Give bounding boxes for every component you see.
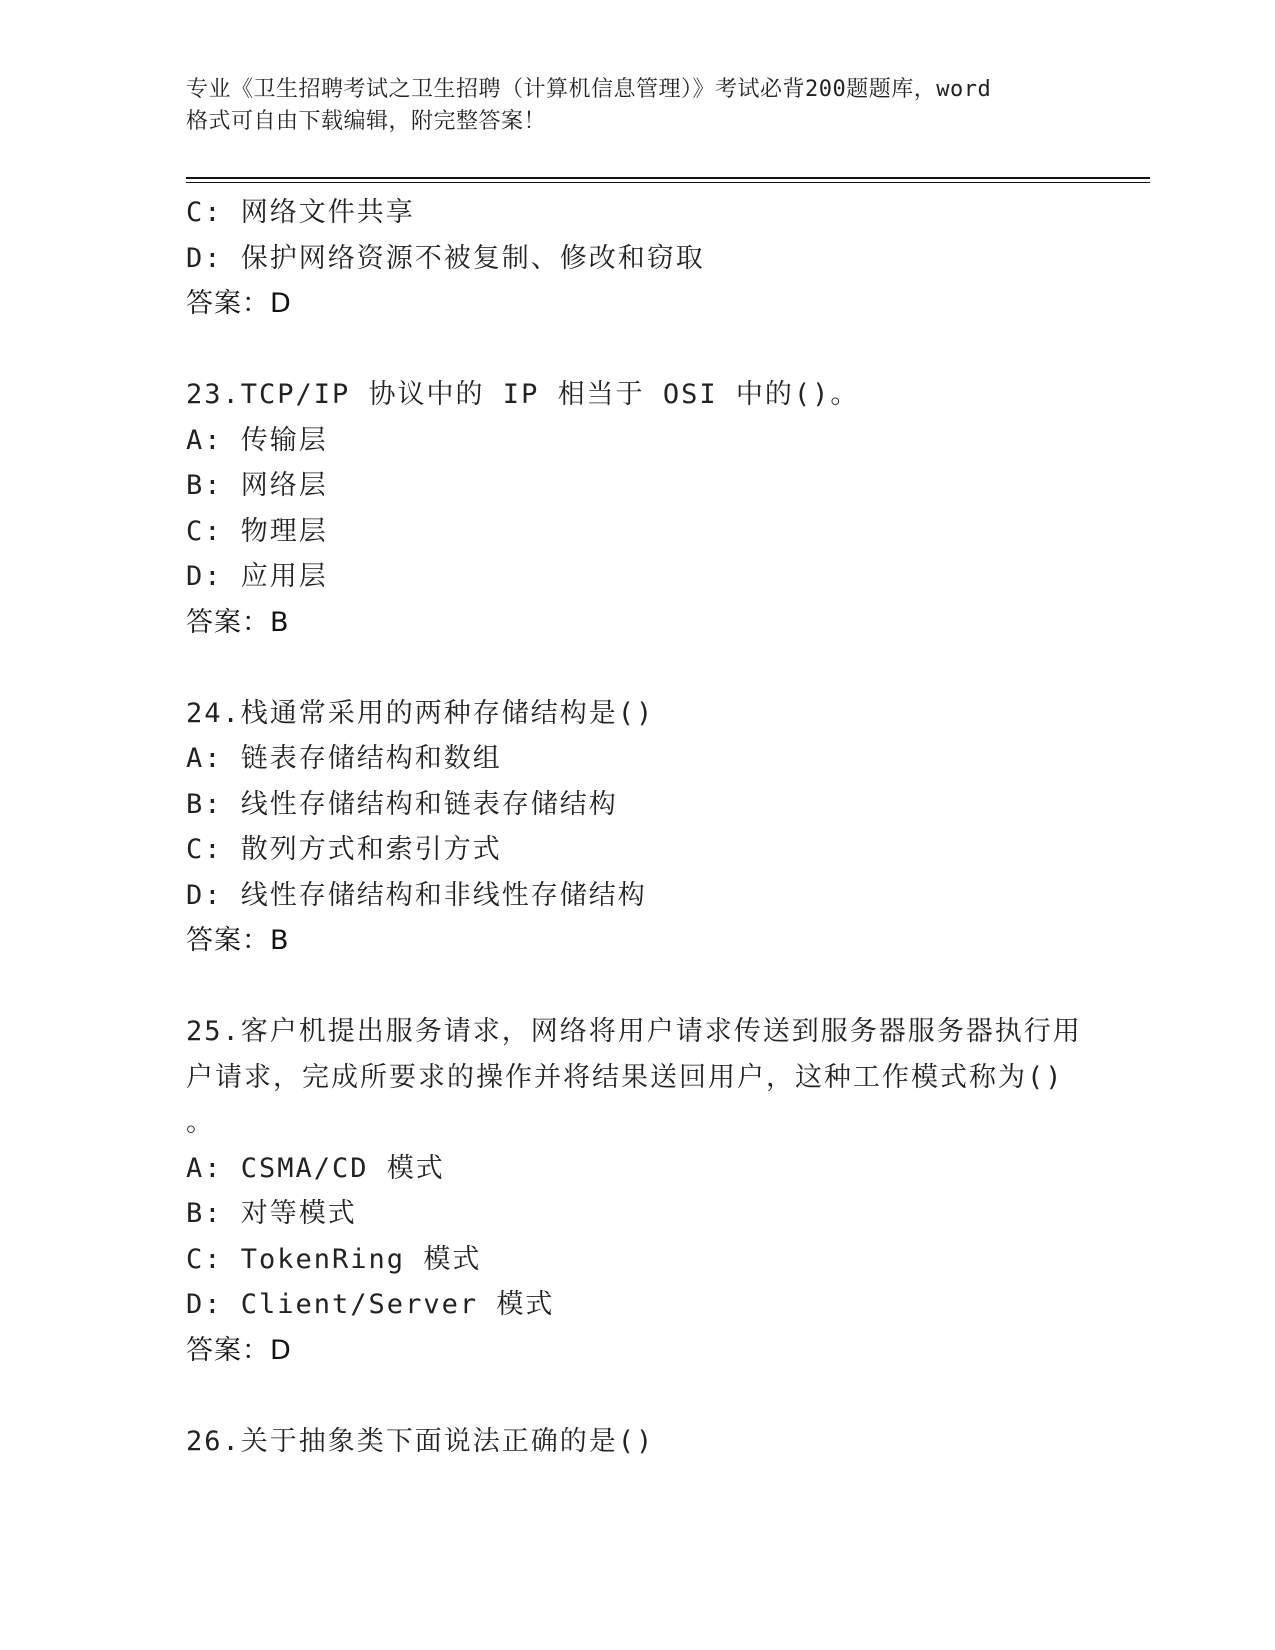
question-25-stem-line-3: 。	[186, 1107, 215, 1138]
question-list	[186, 190, 1086, 1464]
spacer	[186, 327, 1086, 373]
header-divider-thick	[186, 177, 1150, 179]
answer-line: 答案：D	[186, 288, 292, 319]
header-title-line-1: 专业《卫生招聘考试之卫生招聘（计算机信息管理）》考试必背200题题库，word	[186, 77, 992, 102]
option-c: C: TokenRing 模式	[186, 1243, 482, 1275]
option-c: C: 物理层	[186, 515, 328, 547]
option-d: D: 保护网络资源不被复制、修改和窃取	[186, 242, 705, 274]
option-c: C: 散列方式和索引方式	[186, 834, 502, 865]
question-25-stem-line-2: 户请求，完成所要求的操作并将结果送回用户，这种工作模式称为()	[186, 1061, 1064, 1093]
question-23-stem: 23.TCP/IP 协议中的 IP 相当于 OSI 中的()。	[186, 379, 860, 410]
spacer	[186, 1373, 1086, 1419]
option-c: C: 网络文件共享	[186, 197, 415, 228]
answer-line: 答案：B	[186, 606, 290, 638]
option-a: A: CSMA/CD 模式	[186, 1152, 445, 1184]
option-d: D: 应用层	[186, 561, 328, 592]
option-b: B: 线性存储结构和链表存储结构	[186, 788, 618, 820]
document-header	[186, 74, 1086, 138]
question-24-stem: 24.栈通常采用的两种存储结构是()	[186, 697, 655, 729]
option-a: A: 传输层	[186, 424, 328, 456]
option-d: D: Client/Server 模式	[186, 1289, 555, 1320]
spacer	[186, 964, 1086, 1010]
question-26-stem: 26.关于抽象类下面说法正确的是()	[186, 1425, 655, 1457]
header-divider-thin	[186, 182, 1150, 183]
question-25-stem-line-1: 25.客户机提出服务请求，网络将用户请求传送到服务器服务器执行用	[186, 1016, 1082, 1047]
option-a: A: 链表存储结构和数组	[186, 743, 502, 774]
option-b: B: 网络层	[186, 470, 328, 501]
option-d: D: 线性存储结构和非线性存储结构	[186, 879, 647, 911]
option-b: B: 对等模式	[186, 1198, 357, 1229]
answer-line: 答案：D	[186, 1334, 292, 1366]
header-title-line-2: 格式可自由下载编辑，附完整答案！	[186, 109, 547, 134]
spacer	[186, 645, 1086, 691]
answer-line: 答案：B	[186, 925, 290, 956]
